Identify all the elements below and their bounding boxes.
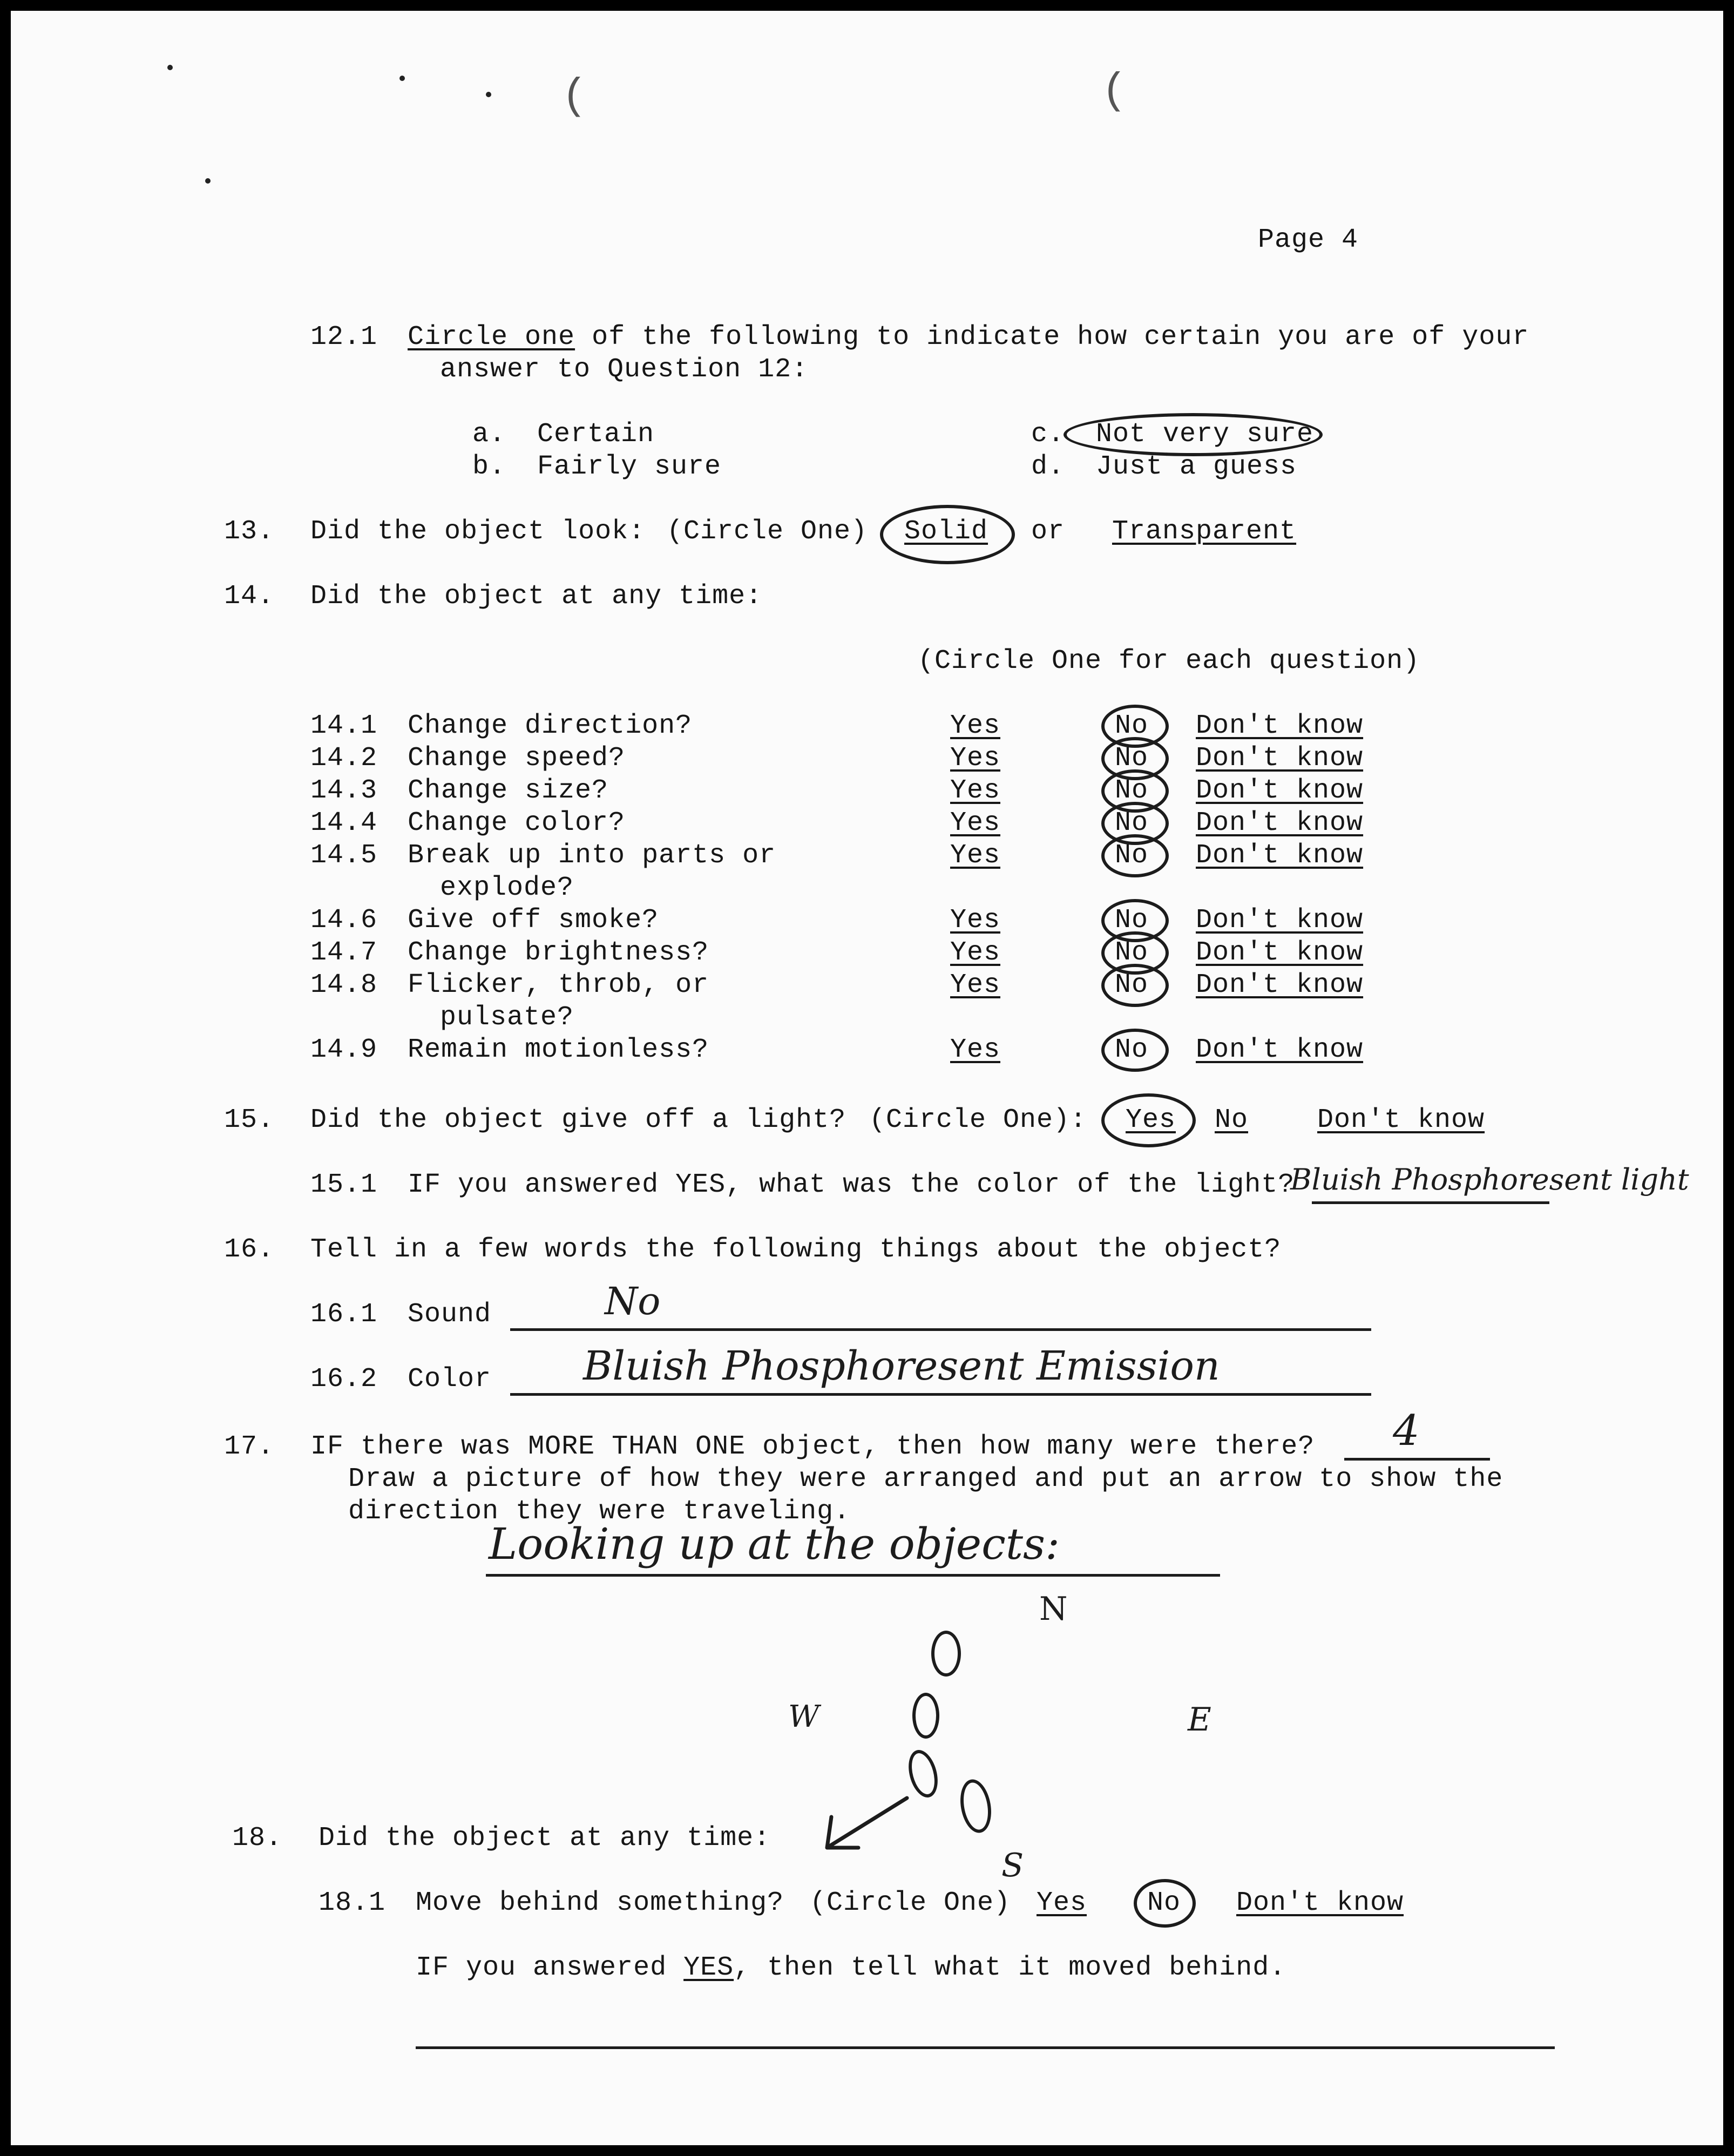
q17-number: 17.: [224, 1431, 275, 1462]
q18-1-number: 18.1: [319, 1888, 386, 1918]
option-d-letter: d.: [1031, 451, 1065, 482]
q14-item-option-no[interactable]: No: [1115, 775, 1149, 806]
q14-item-no-answer-circle: [1101, 1029, 1169, 1072]
option-c-answer-circle: [1064, 413, 1323, 456]
q14-item-number: 14.2: [310, 743, 378, 774]
q14-item-number: 14.6: [310, 905, 378, 936]
scan-speck: [486, 92, 491, 97]
q18-followup: [416, 1952, 1286, 1984]
q14-item-question: Change speed?: [408, 743, 626, 774]
q14-item-number: 14.5: [310, 840, 378, 871]
q18-1-no-answer-circle: [1134, 1879, 1196, 1928]
q15-yes-answer-circle: [1101, 1093, 1196, 1147]
q14-item-option-dont-know[interactable]: Don't know: [1196, 775, 1364, 806]
object-sketch: [912, 1693, 939, 1739]
q14-question: Did the object at any time:: [310, 581, 763, 612]
q18-1-option-dont-know[interactable]: Don't know: [1236, 1888, 1404, 1918]
q18-followup-yes: YES: [683, 1952, 734, 1983]
q14-item-option-no[interactable]: No: [1115, 808, 1149, 839]
q14-item-option-dont-know[interactable]: Don't know: [1196, 808, 1364, 839]
q16-2-number: 16.2: [310, 1364, 378, 1395]
q17-line-3: direction they were traveling.: [348, 1496, 851, 1527]
q14-item-no-answer-circle: [1101, 834, 1169, 877]
option-b-text[interactable]: Fairly sure: [537, 451, 722, 482]
option-a-text[interactable]: Certain: [537, 419, 655, 450]
q16-1-number: 16.1: [310, 1299, 378, 1330]
q13-solid-answer-circle: [880, 505, 1015, 564]
q15-1-number: 15.1: [310, 1170, 378, 1200]
q14-item-option-yes[interactable]: Yes: [950, 711, 1001, 741]
q14-item-question-cont: pulsate?: [440, 1002, 574, 1033]
q16-1-answer-line: [510, 1328, 1371, 1331]
q17-handwritten-count[interactable]: 4: [1393, 1407, 1420, 1455]
q18-followup-rest: , then tell what it moved behind.: [734, 1952, 1286, 1983]
q12-1-question: [408, 321, 1529, 354]
direction-arrow-icon: [815, 1787, 923, 1857]
q14-item-option-dont-know[interactable]: Don't know: [1196, 711, 1364, 741]
q14-item-number: 14.7: [310, 937, 378, 968]
q14-item-option-no[interactable]: No: [1115, 711, 1149, 741]
scan-mark: (: [1101, 67, 1128, 116]
q14-item-question: Change direction?: [408, 711, 693, 741]
q14-item-question: Change brightness?: [408, 937, 709, 968]
q12-1-number: 12.1: [310, 322, 378, 353]
q14-item-number: 14.1: [310, 711, 378, 741]
q15-1-handwritten-answer[interactable]: Bluish Phosphoresent light: [1290, 1163, 1689, 1197]
q14-instruction: (Circle One for each question): [918, 646, 1420, 677]
q14-item-option-no[interactable]: No: [1115, 840, 1149, 871]
option-a-letter: a.: [472, 419, 506, 450]
q18-number: 18.: [232, 1823, 283, 1854]
q14-item-number: 14.9: [310, 1035, 378, 1065]
q18-1-hint: (Circle One): [810, 1888, 1011, 1918]
compass-west: W: [788, 1699, 819, 1734]
q16-2-answer-line: [510, 1393, 1371, 1396]
q14-item-question: Remain motionless?: [408, 1035, 709, 1065]
q14-item-question: Give off smoke?: [408, 905, 659, 936]
q14-item-option-yes[interactable]: Yes: [950, 775, 1001, 806]
object-sketch: [931, 1631, 961, 1677]
q17-line-1: IF there was MORE THAN ONE object, then how many were there?: [310, 1431, 1315, 1462]
q14-item-option-no[interactable]: No: [1115, 970, 1149, 1001]
scan-speck: [167, 65, 173, 70]
q14-item-option-no[interactable]: No: [1115, 937, 1149, 968]
q15-number: 15.: [224, 1105, 275, 1136]
q14-item-option-yes[interactable]: Yes: [950, 808, 1001, 839]
compass-east: E: [1188, 1701, 1211, 1739]
q16-2-handwritten-answer[interactable]: Bluish Phosphoresent Emission: [583, 1343, 1220, 1389]
q18-followup-if: IF you answered: [416, 1952, 684, 1983]
q14-item-question: Change size?: [408, 775, 609, 806]
q18-1-option-no[interactable]: No: [1147, 1888, 1181, 1918]
q18-question: Did the object at any time:: [319, 1823, 771, 1854]
q14-item-question: Change color?: [408, 808, 626, 839]
questionnaire-page: [11, 11, 1723, 2145]
q13-or: or: [1031, 516, 1065, 547]
option-b-letter: b.: [472, 451, 506, 482]
q14-item-option-no[interactable]: No: [1115, 1035, 1149, 1065]
q14-item-option-dont-know[interactable]: Don't know: [1196, 970, 1364, 1001]
q14-item-number: 14.3: [310, 775, 378, 806]
q15-1-question: IF you answered YES, what was the color of the light?: [408, 1170, 1295, 1200]
q14-item-question: Flicker, throb, or: [408, 970, 709, 1001]
q17-answer-line: [1344, 1458, 1490, 1461]
q14-item-option-dont-know[interactable]: Don't know: [1196, 937, 1364, 968]
option-c-text[interactable]: Not very sure: [1096, 419, 1314, 450]
circle-one-label: Circle one: [408, 322, 575, 353]
q16-2-label: Color: [408, 1364, 492, 1395]
q14-item-option-no[interactable]: No: [1115, 743, 1149, 774]
q18-1-option-yes[interactable]: Yes: [1037, 1888, 1087, 1918]
page-number: Page 4: [1258, 225, 1359, 255]
q14-item-number: 14.8: [310, 970, 378, 1001]
q12-1-text-2: answer to Question 12:: [440, 354, 809, 385]
q18-answer-line[interactable]: [416, 2046, 1555, 2049]
scan-speck: [399, 76, 405, 81]
drawing-caption-underline: [486, 1574, 1220, 1577]
q14-item-option-dont-know[interactable]: Don't know: [1196, 905, 1364, 936]
q15-option-no[interactable]: No: [1215, 1105, 1249, 1136]
q13-number: 13.: [224, 516, 275, 547]
q16-1-label: Sound: [408, 1299, 492, 1330]
q14-item-option-dont-know[interactable]: Don't know: [1196, 840, 1364, 871]
q16-number: 16.: [224, 1234, 275, 1265]
q14-item-question-cont: explode?: [440, 873, 574, 903]
q13-hint: (Circle One): [667, 516, 868, 547]
q14-item-option-yes[interactable]: Yes: [950, 743, 1001, 774]
compass-north: N: [1039, 1590, 1068, 1628]
q16-1-handwritten-answer[interactable]: No: [605, 1279, 661, 1323]
q17-line-2: Draw a picture of how they were arranged and put an arrow to show the: [348, 1464, 1503, 1495]
q18-1-question: Move behind something?: [416, 1888, 784, 1918]
q14-item-option-yes[interactable]: Yes: [950, 840, 1001, 871]
q14-item-no-answer-circle: [1101, 964, 1169, 1007]
option-d-text[interactable]: Just a guess: [1096, 451, 1297, 482]
q14-item-option-dont-know[interactable]: Don't know: [1196, 743, 1364, 774]
scan-speck: [205, 178, 211, 184]
q15-hint: (Circle One):: [869, 1105, 1087, 1136]
q14-item-option-yes[interactable]: Yes: [950, 905, 1001, 936]
q15-question: Did the object give off a light?: [310, 1105, 846, 1136]
q12-1-text-1: of the following to indicate how certain you are of your: [575, 322, 1529, 353]
compass-south: S: [1001, 1847, 1024, 1884]
q14-item-option-yes[interactable]: Yes: [950, 937, 1001, 968]
drawing-caption: Looking up at the objects:: [489, 1519, 1060, 1569]
q13-question: Did the object look:: [310, 516, 646, 547]
q14-item-number: 14.4: [310, 808, 378, 839]
object-sketch: [957, 1777, 995, 1835]
q16-question: Tell in a few words the following things about the object?: [310, 1234, 1282, 1265]
q13-option-solid[interactable]: Solid: [904, 516, 988, 547]
q13-option-transparent[interactable]: Transparent: [1112, 516, 1297, 547]
q14-item-option-no[interactable]: No: [1115, 905, 1149, 936]
scan-mark: (: [561, 72, 588, 121]
q14-number: 14.: [224, 581, 275, 612]
q14-item-option-yes[interactable]: Yes: [950, 970, 1001, 1001]
q14-item-option-dont-know[interactable]: Don't know: [1196, 1035, 1364, 1065]
q15-option-dont-know[interactable]: Don't know: [1317, 1105, 1485, 1136]
q14-item-option-yes[interactable]: Yes: [950, 1035, 1001, 1065]
option-c-letter: c.: [1031, 419, 1065, 450]
q15-option-yes[interactable]: Yes: [1126, 1105, 1176, 1136]
q15-1-answer-line: [1312, 1201, 1549, 1204]
q14-item-question: Break up into parts or: [408, 840, 776, 871]
